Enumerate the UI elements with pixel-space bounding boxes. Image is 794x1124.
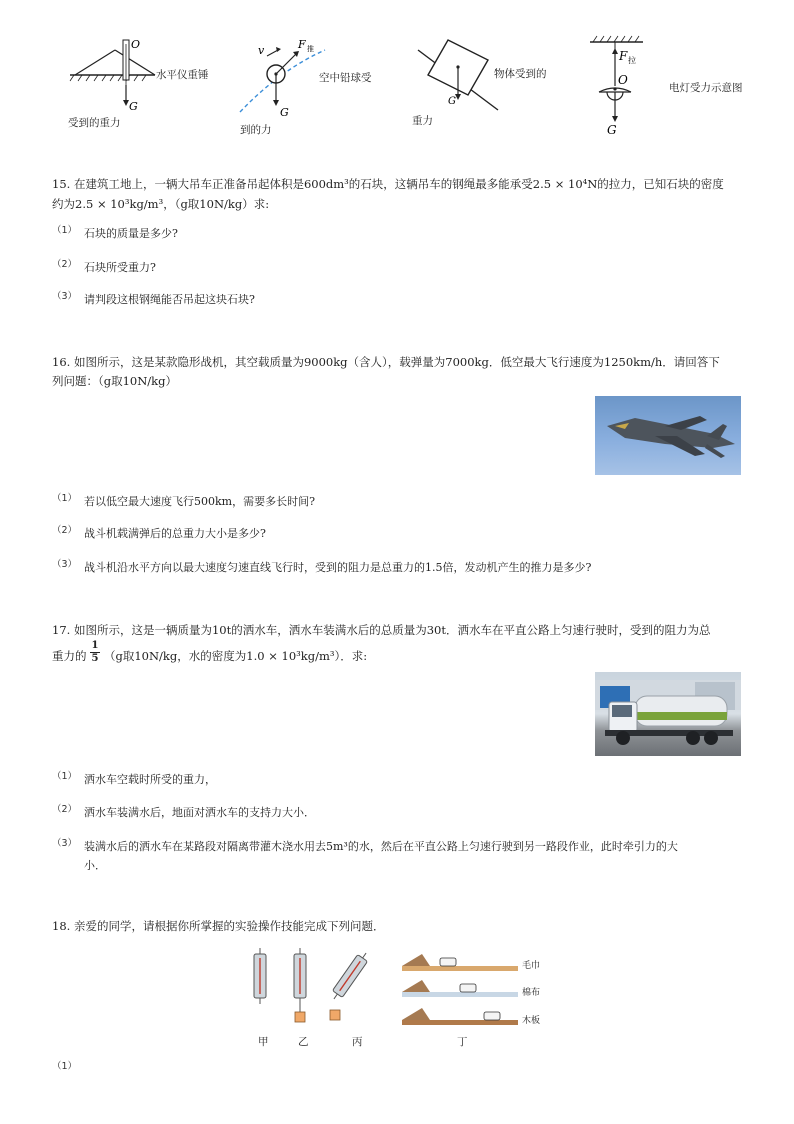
water-truck-image — [595, 672, 741, 756]
q16-sub1-text: 若以低空最大速度飞行500km，需要多长时间? — [84, 495, 315, 508]
lamp-figure — [585, 34, 665, 139]
shot-put-label-bottom: 到的力 — [240, 124, 272, 136]
fighter-jet-icon — [595, 396, 741, 475]
plumb-bob-figure — [60, 30, 160, 110]
svg-text:G: G — [448, 96, 456, 107]
q15-sub1-text: 石块的质量是多少? — [84, 227, 178, 240]
incline-label-bottom: 重力 — [412, 115, 433, 127]
diagram-incline-block — [408, 30, 578, 140]
svg-text:推: 推 — [307, 45, 314, 53]
q17-fraction — [90, 640, 100, 665]
q16-stem-line2: 列问题：（g取10N/kg） — [52, 374, 178, 388]
surface-cotton: 棉布 — [522, 988, 541, 998]
q17-sub3-text-cont: 小． — [84, 859, 106, 872]
q18-stem: 18. 亲爱的同学，请根据你所掌握的实验操作技能完成下列问题． — [52, 919, 385, 933]
svg-text:F: F — [298, 38, 306, 51]
fighter-jet-image — [595, 396, 741, 475]
diagram-lamp — [585, 34, 765, 144]
svg-text:O: O — [131, 38, 141, 51]
spring-scale-figure — [240, 948, 390, 1028]
svg-text:O: O — [618, 73, 628, 87]
q16-stem-line1: 16. 如图所示，这是某款隐形战机，其空载质量为9000kg（含人），载弹量为7000kg．低空最大飞行速度为1250km/h．请回答下 — [52, 355, 720, 369]
q16-sub3-text: 战斗机沿水平方向以最大速度匀速直线飞行时，受到的阻力是总重力的1.5倍，发动机产生的推力是多少? — [84, 561, 592, 574]
label-yi: 乙 — [298, 1036, 309, 1048]
q15-sub2-text: 石块所受重力? — [84, 261, 156, 274]
friction-experiment-figure — [400, 944, 520, 1032]
q17-sub3-num: （3） — [52, 838, 78, 849]
q15-sub2-num: （2） — [52, 259, 78, 270]
q17-sub2-text: 洒水车装满水后，地面对洒水车的支持力大小． — [84, 806, 315, 819]
q17-sub1-text: 洒水车空载时所受的重力， — [84, 773, 216, 786]
incline-block-figure — [408, 30, 508, 120]
q17-stem-line2 — [52, 640, 742, 670]
label-jia: 甲 — [258, 1036, 269, 1048]
svg-text:G: G — [280, 106, 289, 119]
q18-sub1-num: （1） — [52, 1061, 78, 1072]
q17-sub1-num: （1） — [52, 771, 78, 782]
q17-fraction-den: 5 — [91, 653, 99, 664]
plumb-bob-label-top: 水平仪重锤 — [156, 69, 209, 81]
svg-text:F: F — [619, 49, 628, 63]
spring-scales-icon — [240, 948, 390, 1028]
q17-sub2-num: （2） — [52, 804, 78, 815]
label-bing: 丙 — [352, 1036, 363, 1048]
q17-line2-prefix: 重力的 — [52, 649, 87, 663]
q15-sub3-text: 请判段这根钢绳能否吊起这块石块? — [84, 293, 255, 306]
plumb-bob-label-bottom: 受到的重力 — [68, 117, 121, 129]
shot-put-label-top: 空中铅球受 — [319, 72, 372, 84]
q17-stem-line1: 17. 如图所示，这是一辆质量为10t的洒水车，洒水车装满水后的总质量为30t．洒水车在平直公路上匀速行驶时，受到的阻力为总 — [52, 623, 711, 637]
svg-text:v: v — [258, 44, 265, 57]
svg-text:G: G — [607, 123, 617, 137]
incline-surfaces-icon — [400, 944, 520, 1032]
water-truck-icon — [595, 672, 741, 756]
lamp-label: 电灯受力示意图 — [669, 82, 743, 94]
diagram-shot-put — [230, 30, 400, 140]
q17-fraction-num: 1 — [91, 640, 99, 651]
q16-sub2-num: （2） — [52, 525, 78, 536]
label-ding: 丁 — [457, 1036, 468, 1048]
q16-sub2-text: 战斗机载满弹后的总重力大小是多少? — [84, 527, 266, 540]
incline-label-top: 物体受到的 — [494, 68, 547, 80]
q17-line2-suffix: （g取10N/kg，水的密度为1.0 × 10³kg/m³）．求: — [104, 649, 368, 663]
q15-sub3-num: （3） — [52, 291, 78, 302]
q15-sub1-num: （1） — [52, 225, 78, 236]
svg-text:拉: 拉 — [628, 56, 636, 65]
q15-stem-line2: 约为2.5 × 10³kg/m³，（g取10N/kg）求: — [52, 197, 270, 211]
q16-sub3-num: （3） — [52, 559, 78, 570]
q16-sub1-num: （1） — [52, 493, 78, 504]
surface-wood: 木板 — [522, 1016, 541, 1026]
q17-sub3-text: 装满水后的洒水车在某路段对隔离带灌木浇水用去5m³的水，然后在平直公路上匀速行驶到另一路段作业，此时牵引力的大 — [84, 840, 678, 853]
svg-text:G: G — [129, 100, 138, 110]
surface-towel: 毛巾 — [522, 961, 541, 971]
q15-stem-line1: 15. 在建筑工地上，一辆大吊车正准备吊起体积是600dm³的石块，这辆吊车的钢绳最多能承受2.5 × 10⁴N的拉力，已知石块的密度 — [52, 177, 724, 191]
